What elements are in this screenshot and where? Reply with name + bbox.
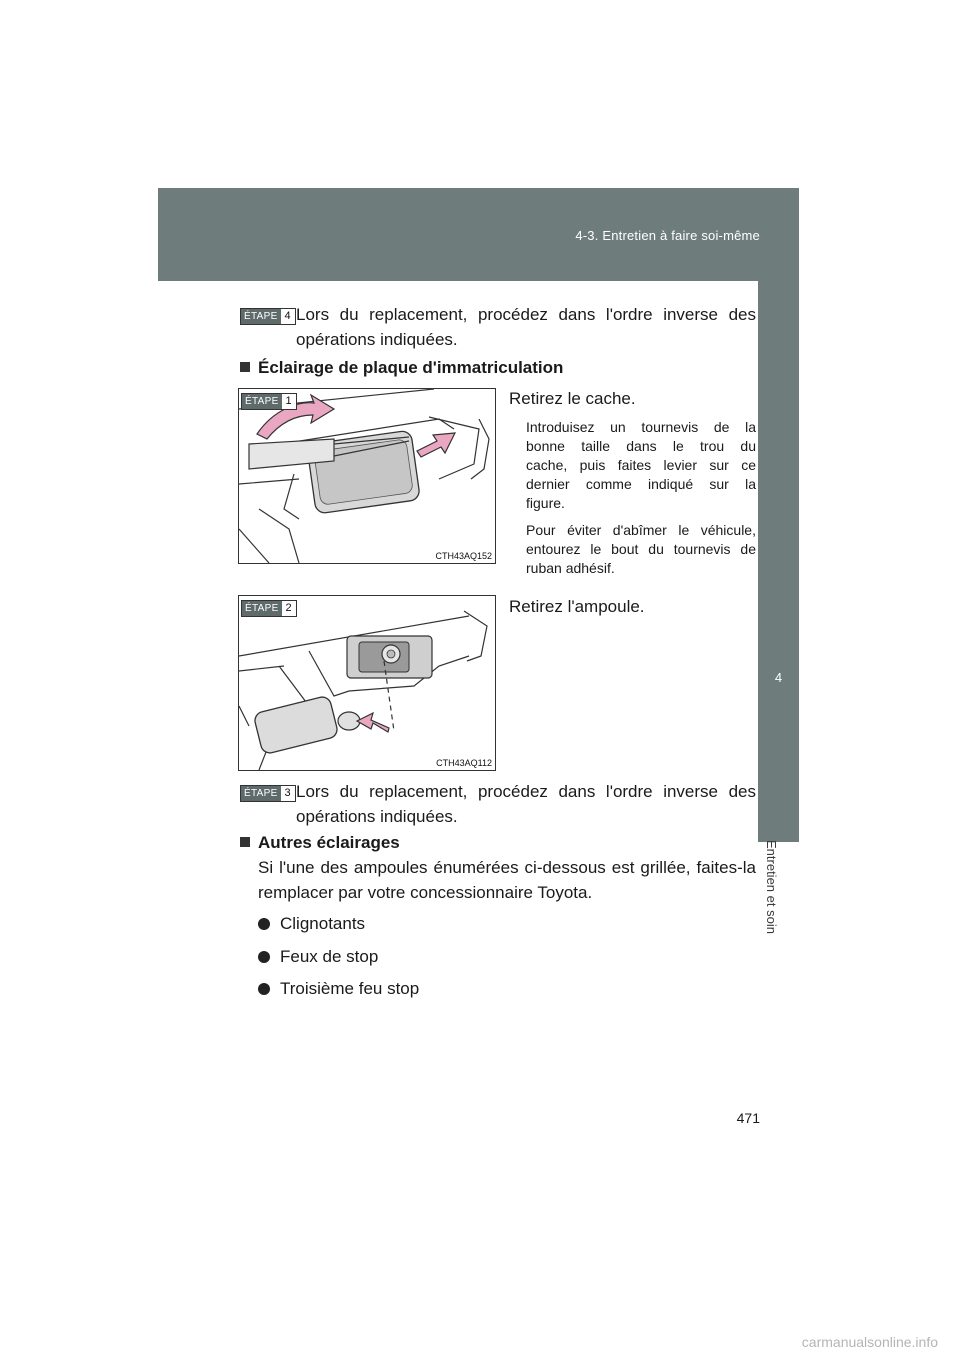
chapter-label: Entretien et soin (764, 840, 779, 934)
chapter-number: 4 (774, 670, 783, 685)
watermark: carmanualsonline.info (801, 1334, 938, 1350)
step-1-note-2: Pour éviter d'abîmer le véhicule, entourez le bout du tournevis de ruban adhésif. (526, 522, 756, 576)
other-text-line1: Si l'une des ampoules énumérées ci-dessous est grillée, faites-la (258, 858, 756, 877)
step-badge-1: ÉTAPE 1 (241, 391, 297, 410)
step-badge-2: ÉTAPE 2 (241, 598, 297, 617)
step-4-text-line2: opérations indiquées. (296, 330, 458, 349)
section-title: 4-3. Entretien à faire soi-même (575, 228, 760, 243)
step-2-title: Retirez l'ampoule. (509, 597, 645, 616)
step-1-note-1: Introduisez un tournevis de la bonne taille dans le trou du cache, puis faites levier sur ce dernier comme indiqué sur la figure. (526, 419, 756, 511)
figure-remove-cover (238, 388, 496, 564)
square-bullet-icon (240, 362, 250, 372)
figure-remove-cover-drawing (239, 389, 495, 563)
bullet-dot-icon (258, 951, 270, 963)
figure-remove-bulb (238, 595, 496, 771)
step-3-text-line1: Lors du replacement, procédez dans l'ordre inverse des (296, 782, 756, 801)
figure-remove-bulb-drawing (239, 596, 495, 770)
step-4-text-line1: Lors du replacement, procédez dans l'ordre inverse des (296, 305, 756, 324)
step-badge-4: ÉTAPE 4 (240, 306, 296, 325)
list-item: Clignotants (258, 911, 365, 936)
bullet-dot-icon (258, 983, 270, 995)
section-heading-other: Autres éclairages (240, 833, 400, 853)
step-1-title: Retirez le cache. (509, 389, 636, 408)
section-heading-plate: Éclairage de plaque d'immatriculation (240, 358, 563, 378)
square-bullet-icon (240, 837, 250, 847)
other-text-line2: remplacer par votre concessionnaire Toyota. (258, 883, 593, 902)
list-item: Troisième feu stop (258, 976, 419, 1001)
bullet-dot-icon (258, 918, 270, 930)
chapter-tab (758, 281, 799, 842)
figure-2-code: CTH43AQ112 (436, 758, 492, 768)
list-item: Feux de stop (258, 944, 378, 969)
step-3-text-line2: opérations indiquées. (296, 807, 458, 826)
figure-1-code: CTH43AQ152 (435, 551, 492, 561)
step-badge-3: ÉTAPE 3 (240, 783, 296, 802)
page-number: 471 (736, 1110, 760, 1126)
